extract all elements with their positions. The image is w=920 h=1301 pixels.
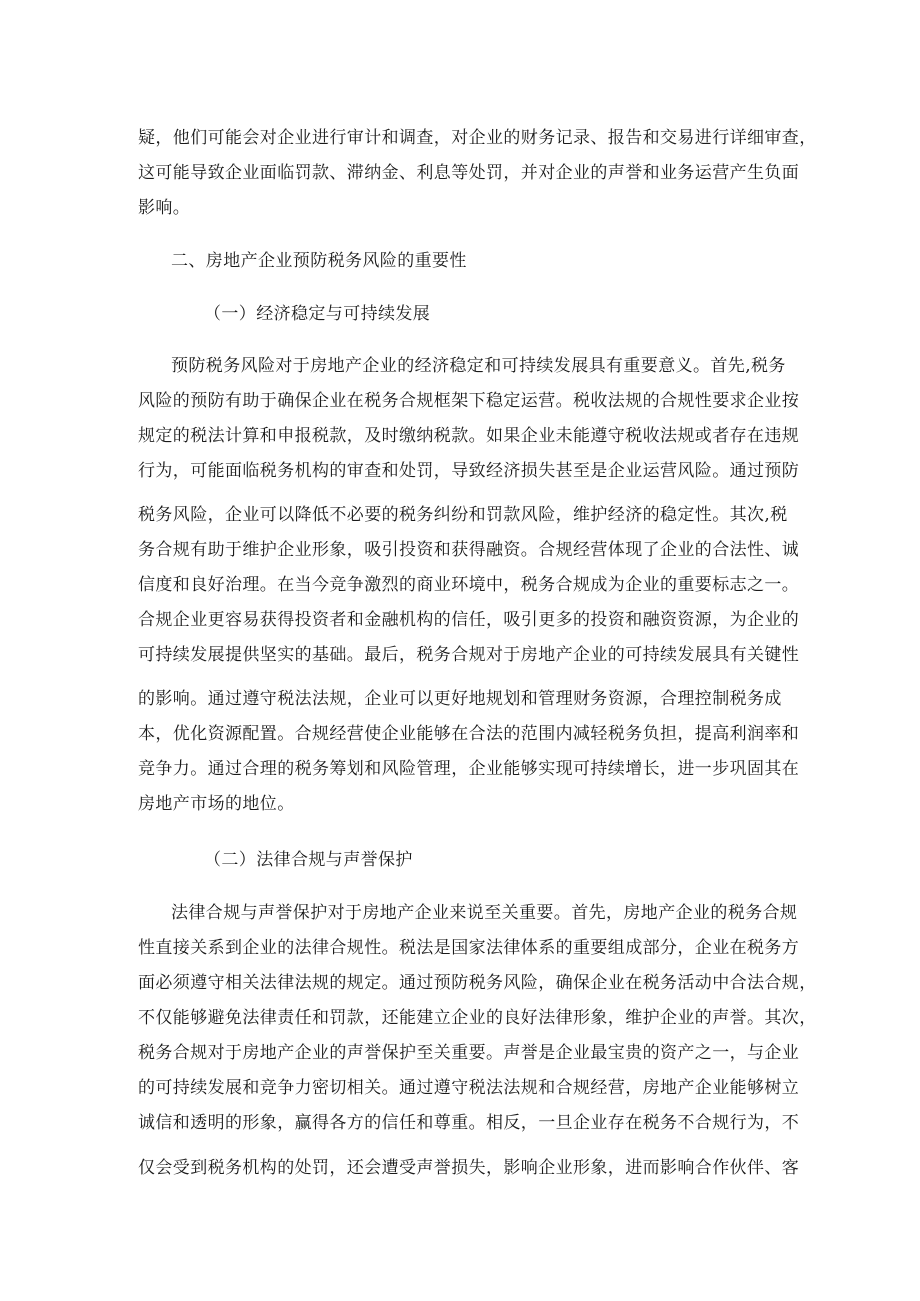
text-line: 面必须遵守相关法律法规的规定。通过预防税务风险，确保企业在税务活动中合法合规， (138, 973, 817, 993)
text-line: 影响。 (138, 198, 191, 218)
text-line: 的影响。通过遵守税法法规，企业可以更好地规划和管理财务资源，合理控制税务成 (138, 689, 782, 709)
text-line: 本，优化资源配置。合规经营使企业能够在合法的范围内减轻税务负担，提高利润率和 (138, 724, 800, 744)
text-line: 法律合规与声誉保护对于房地产企业来说至关重要。首先，房地产企业的税务合规 (171, 903, 798, 923)
subsection-heading: （一）经济稳定与可持续发展 (204, 304, 431, 324)
text-line: 这可能导致企业面临罚款、滞纳金、利息等处罚，并对企业的声誉和业务运营产生负面 (138, 163, 800, 183)
text-line: 行为，可能面临税务机构的审查和处罚，导致经济损失甚至是企业运营风险。通过预防 (138, 461, 800, 481)
text-line: 性直接关系到企业的法律合规性。税法是国家法律体系的重要组成部分，企业在税务方 (138, 938, 800, 958)
subsection-heading: （二）法律合规与声誉保护 (204, 850, 413, 870)
text-line: 不仅能够避免法律责任和罚款，还能建立企业的良好法律形象，维护企业的声誉。其次， (138, 1008, 817, 1028)
text-line: 税务合规对于房地产企业的声誉保护至关重要。声誉是企业最宝贵的资产之一，与企业 (138, 1043, 800, 1063)
text-line: 房地产市场的地位。 (138, 794, 295, 814)
text-line: 风险的预防有助于确保企业在税务合规框架下稳定运营。税收法规的合规性要求企业按 (138, 391, 800, 411)
text-line: 务合规有助于维护企业形象，吸引投资和获得融资。合规经营体现了企业的合法性、诚 (138, 540, 800, 560)
text-line: 仅会受到税务机构的处罚，还会遭受声誉损失，影响企业形象，进而影响合作伙伴、客 (138, 1158, 800, 1178)
text-line: 的可持续发展和竞争力密切相关。通过遵守税法法规和合规经营，房地产企业能够树立 (138, 1078, 800, 1098)
text-line: 可持续发展提供坚实的基础。最后，税务合规对于房地产企业的可持续发展具有关键性 (138, 645, 800, 665)
text-line: 预防税务风险对于房地产企业的经济稳定和可持续发展具有重要意义。首先,税务 (171, 356, 786, 376)
text-line: 竞争力。通过合理的税务筹划和风险管理，企业能够实现可持续增长，进一步巩固其在 (138, 759, 800, 779)
text-line: 规定的税法计算和申报税款，及时缴纳税款。如果企业未能遵守税收法规或者存在违规 (138, 426, 800, 446)
text-line: 税务风险，企业可以降低不必要的税务纠纷和罚款风险，维护经济的稳定性。其次,税 (138, 505, 788, 525)
text-line: 信度和良好治理。在当今竞争激烈的商业环境中，税务合规成为企业的重要标志之一。 (138, 575, 800, 595)
section-heading: 二、房地产企业预防税务风险的重要性 (171, 251, 467, 271)
text-line: 合规企业更容易获得投资者和金融机构的信任，吸引更多的投资和融资资源，为企业的 (138, 610, 800, 630)
text-line: 疑，他们可能会对企业进行审计和调查，对企业的财务记录、报告和交易进行详细审查， (138, 128, 817, 148)
text-line: 诚信和透明的形象，赢得各方的信任和尊重。相反，一旦企业存在税务不合规行为，不 (138, 1113, 800, 1133)
